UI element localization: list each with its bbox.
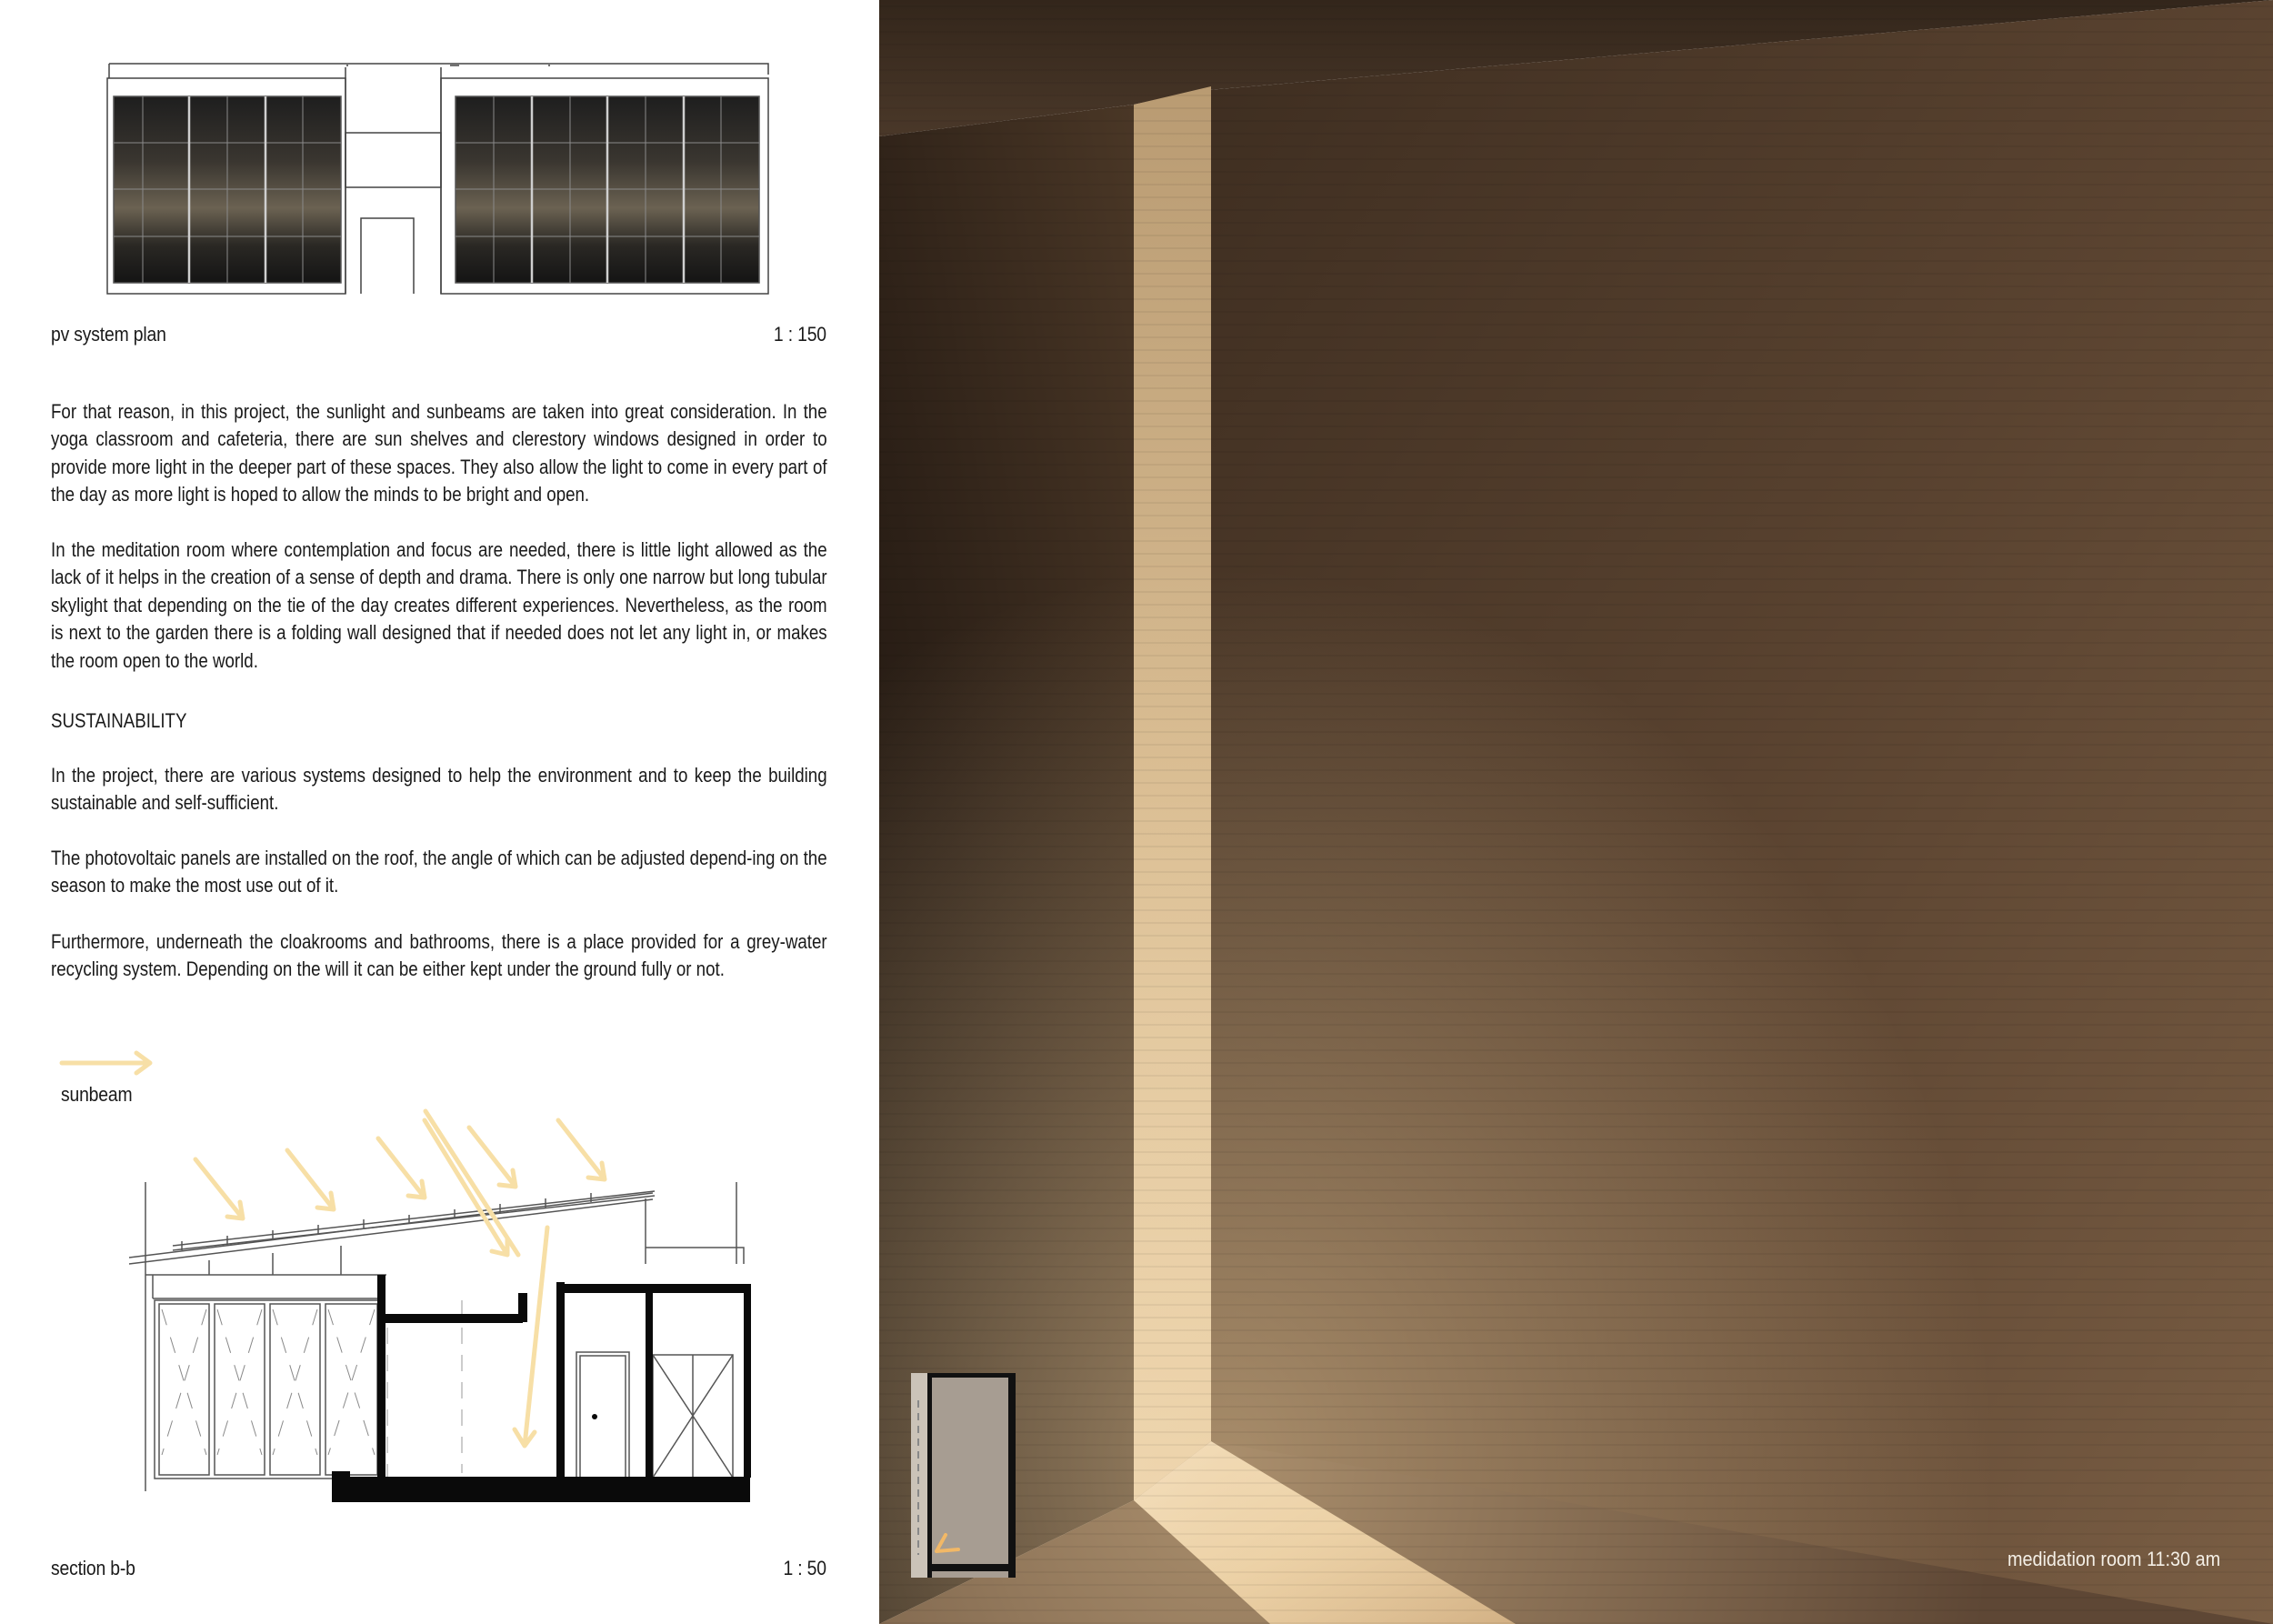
render-caption: medidation room 11:30 am xyxy=(2007,1548,2220,1570)
pv-system-plan-drawing xyxy=(105,60,773,298)
paragraph-meditation-room: In the meditation room where contemplation and focus are needed, there is little light allowed as the lack of it helps in the creation of a sense of depth and drama. There is only one narrow but long tubular skylight that depending on the tie of the day creates different experiences. Nevertheless, as the room is next to the garden there is a folding wall designed that if needed does not let any light in, or makes the room open to the world. xyxy=(51,538,827,672)
heading-sustainability: SUSTAINABILITY xyxy=(51,709,187,732)
pv-plan-title: pv system plan xyxy=(51,323,166,346)
section-title: section b-b xyxy=(51,1557,135,1579)
pv-plan-scale: 1 : 150 xyxy=(774,323,826,346)
sunbeam-legend-label: sunbeam xyxy=(61,1083,133,1106)
paragraph-systems: In the project, there are various systems designed to help the environment and to keep the building sustainable and self-sufficient. xyxy=(51,764,827,815)
meditation-room-render xyxy=(879,0,2273,1624)
paragraph-sunlight: For that reason, in this project, the sunlight and sunbeams are taken into great consideration. In the yoga classroom and cafeteria, there are sun shelves and clerestory windows designed in order to provide more light in the deeper part of these spaces. They also allow the light to come in every part of the day as more light is hoped to allow the minds to be bright and open. xyxy=(51,400,827,506)
meditation-room-image xyxy=(879,0,2273,1624)
inset-plan-thumbnail xyxy=(911,1373,1016,1578)
section-scale: 1 : 50 xyxy=(783,1557,826,1579)
paragraph-greywater: Furthermore, underneath the cloakrooms and bathrooms, there is a place provided for a grey-water recycling system. Depending on the will it can be either kept under the ground fully or not. xyxy=(51,930,827,981)
paragraph-photovoltaic: The photovoltaic panels are installed on the roof, the angle of which can be adjusted depend-ing on the season to make the most use out of it. xyxy=(51,847,827,897)
sunbeam-legend-arrow xyxy=(58,1049,156,1077)
text-panel xyxy=(0,0,879,1624)
section-b-b-drawing xyxy=(118,1091,764,1519)
